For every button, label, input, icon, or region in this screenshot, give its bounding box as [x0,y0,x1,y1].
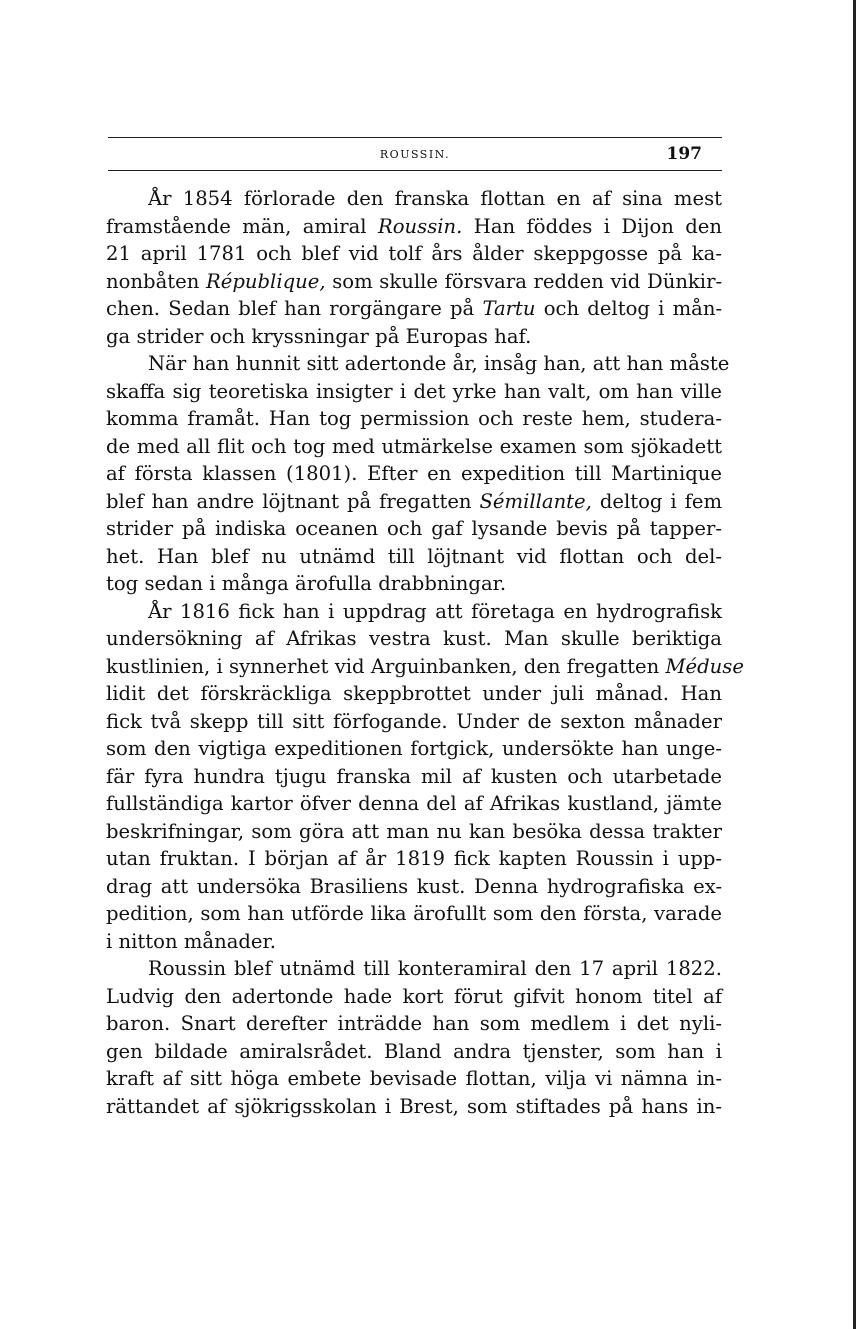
text-line: het. Han blef nu utnämd till löjtnant vid flottan och del- [106,544,723,568]
text-line: rättandet af sjökrigsskolan i Brest, som stiftades på hans in- [106,1094,722,1118]
text-line: komma framåt. Han tog permission och reste hem, studera- [106,407,722,430]
text-line: i nitton månader. [106,929,276,953]
text-line: undersökning af Afrikas vestra kust. Man skulle beriktiga [106,627,722,650]
text-line: utan fruktan. I början af år 1819 fick kapten Roussin i upp- [106,847,723,870]
text-line: af första klassen (1801). Efter en expedition till Martinique [106,462,723,485]
page-number: 197 [666,144,702,164]
text-line: framstående män, amiral Roussin. Han föddes i Dijon den [106,214,723,238]
text-line: strider på indiska oceanen och gaf lysande bevis på tapper- [106,517,722,540]
text-line: År 1854 förlorade den franska flottan en af sina mest [148,187,723,210]
text-line: som den vigtiga expeditionen fortgick, undersökte han unge- [106,737,723,760]
text-line: skaffa sig teoretiska insigter i det yrke han valt, om han ville [106,379,722,403]
text-line: fick två skepp till sitt förfogande. Under de sexton månader [106,709,722,733]
text-line: nonbåten République, som skulle försvara redden vid Dünkir- [106,269,723,293]
text-line: fär fyra hundra tjugu franska mil af kusten och utarbetade [106,764,723,788]
text-line: 21 april 1781 och blef vid tolf års ålder skeppgosse på ka- [106,242,722,265]
text-line: Roussin blef utnämd till konteramiral den 17 april 1822. [148,957,722,980]
text-line: tog sedan i många ärofulla drabbningar. [106,572,507,595]
text-line: När han hunnit sitt adertonde år, insåg han, att han måste [148,352,730,375]
text-line: kustlinien, i synnerhet vid Arguinbanken, den fregatten Méduse [106,654,744,678]
text-line: Ludvig den adertonde hade kort förut gifvit honom titel af [106,984,723,1008]
text-line: baron. Snart derefter inträdde han som medlem i det nyli- [106,1012,722,1035]
text-line: chen. Sedan blef han rorgängare på Tartu och deltog i mån- [106,297,723,320]
text-line: fullständiga kartor öfver denna del af Afrikas kustland, jämte [106,792,723,815]
text-line: blef han andre löjtnant på fregatten Sémillante, deltog i fem [106,489,723,513]
header-rule-top [108,137,722,138]
text-line: kraft af sitt höga embete bevisade flottan, vilja vi nämna in- [106,1067,722,1090]
text-line: ga strider och kryssningar på Europas haf. [106,324,532,348]
text-line: beskrifningar, som göra att man nu kan besöka dessa trakter [106,819,722,843]
text-line: År 1816 fick han i uppdrag att företaga en hydrografisk [148,599,723,623]
text-line: de med all flit och tog med utmärkelse examen som sjökadett [106,434,722,458]
text-line: lidit det förskräckliga skeppbrottet under juli månad. Han [106,682,722,705]
text-line: pedition, som han utförde lika ärofullt som den första, varade [106,902,722,925]
text-line: gen bildade amiralsrådet. Bland andra tjenster, som han i [106,1039,722,1063]
text-line: drag att undersöka Brasiliens kust. Denna hydrografiska ex- [106,874,723,898]
header-rule-bottom [108,170,722,171]
running-title: ROUSSIN. [379,148,451,161]
running-head [108,146,722,166]
body-text [106,185,744,1120]
